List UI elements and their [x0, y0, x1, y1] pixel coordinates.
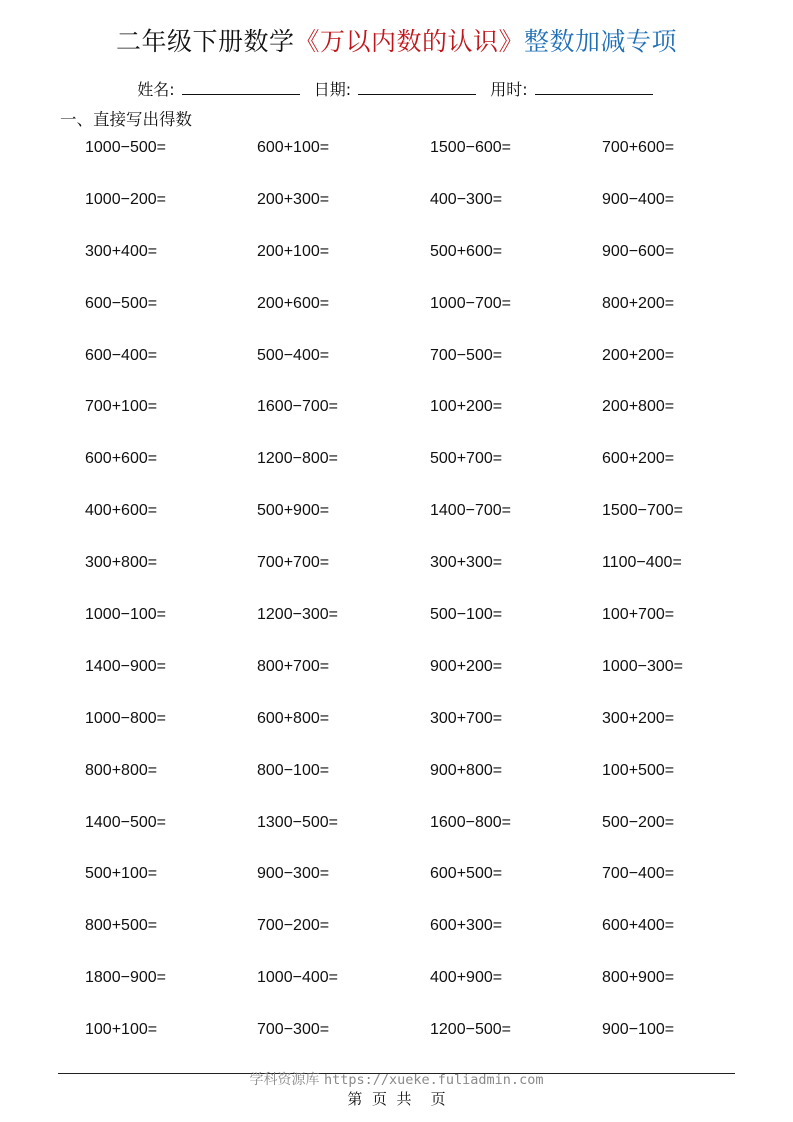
problem-item: 600+400= [602, 917, 675, 935]
problem-item: 1000−300= [602, 657, 683, 675]
problem-item: 800+200= [602, 294, 675, 312]
problem-item: 200+800= [602, 398, 675, 416]
problem-item: 1400−700= [430, 502, 511, 520]
problem-item: 600+100= [257, 139, 330, 156]
section-heading: 一、直接写出得数 [60, 110, 192, 129]
problem-item: 400−300= [430, 190, 503, 208]
problem-item: 800−100= [257, 761, 330, 779]
problem-item: 700+100= [85, 398, 158, 416]
problem-item: 200+200= [602, 346, 675, 364]
footer-source-url: https://xueke.fuliadmin.com [324, 1072, 544, 1088]
problem-item: 1200−800= [257, 450, 338, 468]
problem-item: 1100−400= [602, 554, 682, 572]
problem-item: 100+100= [85, 1021, 158, 1039]
problem-item: 1500−600= [430, 139, 511, 156]
problem-item: 800+500= [85, 917, 158, 935]
problem-item: 900+800= [430, 761, 503, 779]
problem-item: 400+900= [430, 969, 503, 987]
problem-grid [85, 135, 775, 1069]
problem-item: 600+500= [430, 865, 503, 883]
problem-item: 500+600= [430, 242, 503, 260]
problem-item: 300+700= [430, 709, 503, 727]
problem-item: 500+100= [85, 865, 158, 883]
problem-item: 100+700= [602, 606, 675, 624]
problem-item: 500−200= [602, 813, 675, 831]
problem-item: 1400−500= [85, 813, 166, 831]
footer-source-label: 学科资源库 [249, 1072, 320, 1088]
problem-item: 1800−900= [85, 969, 166, 987]
problem-item: 1300−500= [257, 813, 338, 831]
worksheet-title [0, 24, 793, 60]
problem-item: 500−400= [257, 346, 330, 364]
problem-item: 800+900= [602, 969, 675, 987]
problem-item: 900−400= [602, 190, 675, 208]
problem-item: 700+600= [602, 139, 675, 156]
problem-item: 800+800= [85, 761, 158, 779]
title-prefix: 二年级下册数学 [115, 27, 295, 56]
problem-item: 900−100= [602, 1021, 675, 1039]
problem-item: 600+800= [257, 709, 330, 727]
problem-item: 600+600= [85, 450, 158, 468]
problem-item: 1600−800= [430, 813, 511, 831]
problem-item: 1400−900= [85, 657, 166, 675]
time-label: 用时: [490, 80, 528, 99]
problem-item: 300+400= [85, 242, 158, 260]
problem-item: 500+700= [430, 450, 503, 468]
footer-source [0, 1071, 793, 1089]
problem-item: 1000−700= [430, 294, 511, 312]
name-blank[interactable] [182, 80, 300, 95]
problem-item: 1500−700= [602, 502, 683, 520]
problem-item: 800+700= [257, 657, 330, 675]
problem-item: 700−200= [257, 917, 330, 935]
problem-item: 100+500= [602, 761, 675, 779]
problem-item: 700−300= [257, 1021, 330, 1039]
problem-item: 1000−500= [85, 139, 166, 156]
time-blank[interactable] [535, 80, 653, 95]
problem-item: 200+600= [257, 294, 330, 312]
problem-item: 600−400= [85, 346, 158, 364]
problem-item: 900−300= [257, 865, 330, 883]
problem-item: 1200−300= [257, 606, 338, 624]
problem-item: 600−500= [85, 294, 158, 312]
title-highlight: 《万以内数的认识》 [294, 27, 524, 56]
problem-item: 200+300= [257, 190, 330, 208]
problem-item: 1000−400= [257, 969, 338, 987]
problem-item: 1000−800= [85, 709, 166, 727]
problem-item: 900−600= [602, 242, 675, 260]
problem-item: 1000−100= [85, 606, 166, 624]
problem-item: 700−400= [602, 865, 675, 883]
problem-item: 600+300= [430, 917, 503, 935]
problem-item: 1000−200= [85, 190, 166, 208]
problem-item: 300+200= [602, 709, 675, 727]
date-blank[interactable] [358, 80, 476, 95]
problem-item: 200+100= [257, 242, 330, 260]
problem-item: 100+200= [430, 398, 503, 416]
problem-item: 400+600= [85, 502, 158, 520]
problem-item: 300+300= [430, 554, 503, 572]
name-label: 姓名: [137, 80, 175, 99]
problem-item: 300+800= [85, 554, 158, 572]
problem-item: 1200−500= [430, 1021, 511, 1039]
date-label: 日期: [313, 80, 352, 99]
problem-item: 700+700= [257, 554, 330, 572]
problem-item: 600+200= [602, 450, 675, 468]
problem-item: 900+200= [430, 657, 503, 675]
problem-item: 1600−700= [257, 398, 338, 416]
problem-item: 500+900= [257, 502, 330, 520]
title-suffix: 整数加减专项 [524, 27, 678, 56]
student-info-row [0, 79, 793, 101]
problem-item: 500−100= [430, 606, 503, 624]
footer-page-number: 第 页 共 页 [347, 1090, 446, 1108]
problem-item: 700−500= [430, 346, 503, 364]
